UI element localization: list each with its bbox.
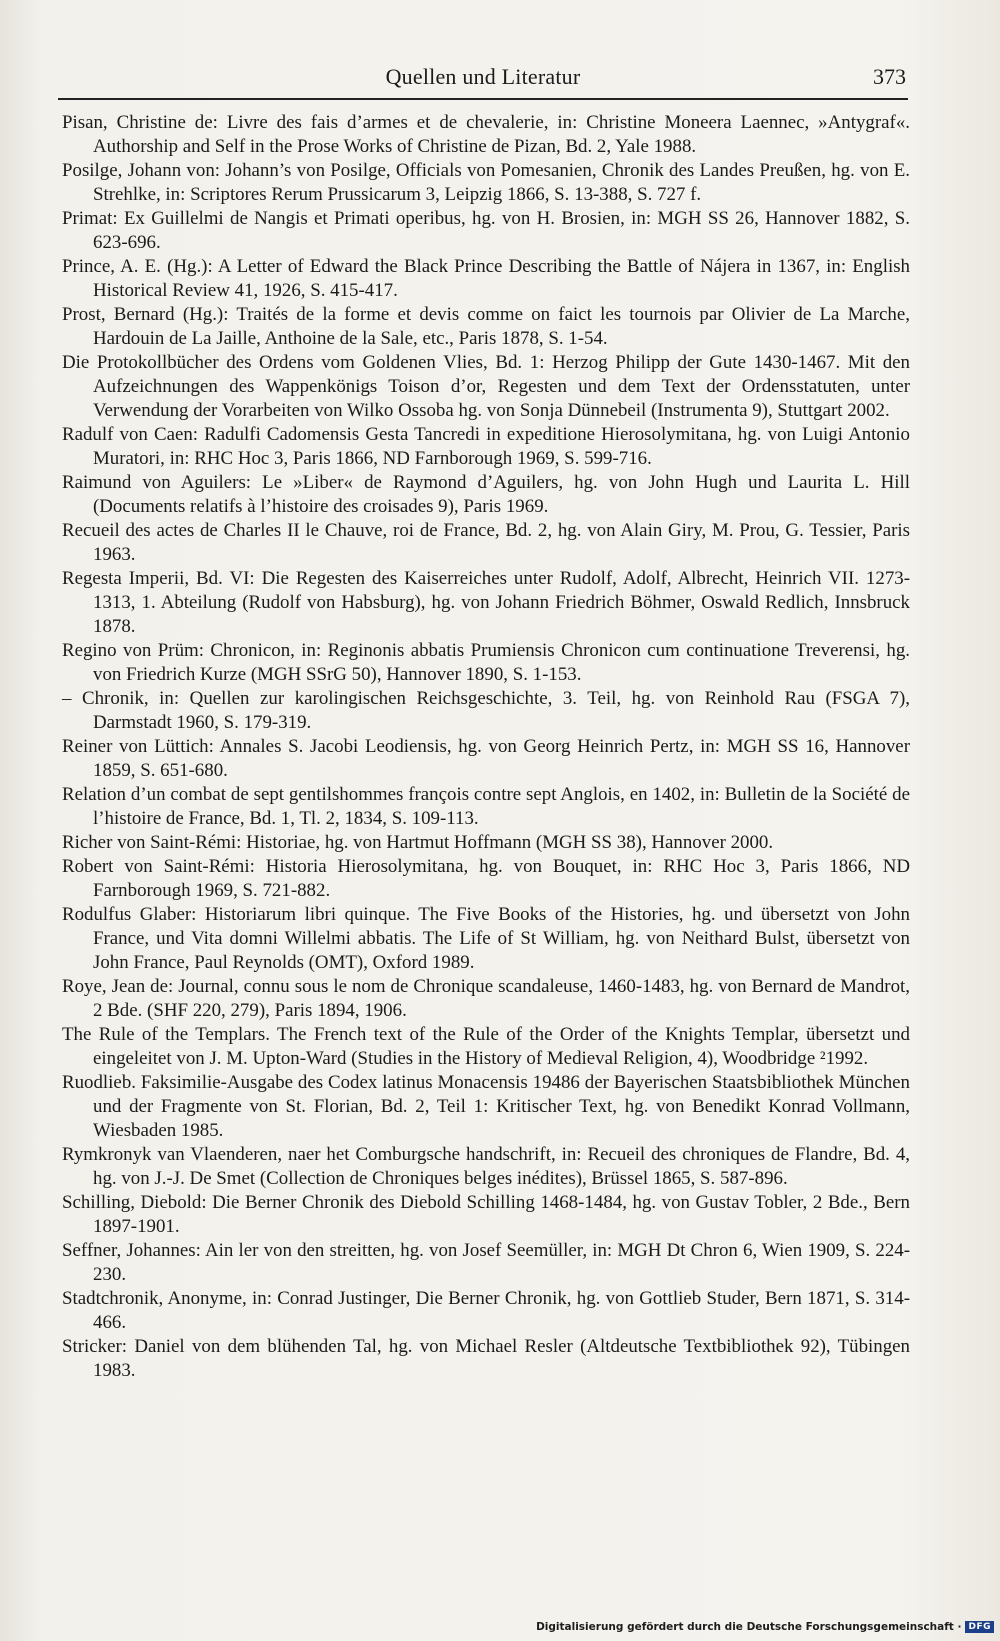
bibliography-entry: Pisan, Christine de: Livre des fais d’armes et de chevalerie, in: Christine Moneera Laennec, »Antygraf«. Authorship and Self in the Prose Works of Christine de Pizan, Bd. 2, Yale 1988. — [62, 112, 910, 157]
bibliography-entry: Regino von Prüm: Chronicon, in: Reginonis abbatis Prumiensis Chronicon cum continuatione Treverensi, hg. von Friedrich Kurze (MGH SSrG 50), Hannover 1890, S. 1-153. — [62, 640, 910, 685]
bibliography-entry: Relation d’un combat de sept gentilshommes françois contre sept Anglois, en 1402, in: Bulletin de la Société de l’histoire de France, Bd. 1, Tl. 2, 1834, S. 109-113. — [62, 784, 910, 829]
bibliography-entry: Richer von Saint-Rémi: Historiae, hg. von Hartmut Hoffmann (MGH SS 38), Hannover 2000. — [62, 832, 774, 853]
bibliography-entry: Seffner, Johannes: Ain ler von den streitten, hg. von Josef Seemüller, in: MGH Dt Chron 6, Wien 1909, S. 224-230. — [62, 1240, 910, 1285]
bibliography-entry: The Rule of the Templars. The French text of the Rule of the Order of the Knights Templar, übersetzt und eingeleitet von J. M. Upton-Ward (Studies in the History of Medieval Religion, 4), Woodbridge ²1992. — [62, 1024, 910, 1069]
bibliography-entry: Posilge, Johann von: Johann’s von Posilge, Officials von Pomesanien, Chronik des Landes Preußen, hg. von E. Strehlke, in: Scriptores Rerum Prussicarum 3, Leipzig 1866, S. 13-388, S. 727 f. — [62, 160, 910, 205]
bibliography-entry: Prost, Bernard (Hg.): Traités de la forme et devis comme on faict les tournois par Olivier de La Marche, Hardouin de La Jaille, Anthoine de la Sale, etc., Paris 1878, S. 1-54. — [62, 304, 910, 349]
bibliography-entry: Rymkronyk van Vlaenderen, naer het Comburgsche handschrift, in: Recueil des chroniques de Flandre, Bd. 4, hg. von J.-J. De Smet (Collection de Chroniques belges inédites), Brüssel 1865, S. 587-896. — [62, 1144, 910, 1189]
bibliography-entry: Prince, A. E. (Hg.): A Letter of Edward the Black Prince Describing the Battle of Nájera in 1367, in: English Historical Review 41, 1926, S. 415-417. — [62, 256, 910, 301]
bibliography-list — [62, 111, 910, 1383]
bibliography-entry: Ruodlieb. Faksimilie-Ausgabe des Codex latinus Monacensis 19486 der Bayerischen Staatsbibliothek München und der Fragmente von St. Florian, Bd. 2, Teil 1: Kritischer Text, hg. von Benedikt Konrad Vollmann, Wiesbaden 1985. — [62, 1072, 910, 1141]
digitization-footer — [536, 1621, 994, 1633]
bibliography-entry: Reiner von Lüttich: Annales S. Jacobi Leodiensis, hg. von Georg Heinrich Pertz, in: MGH SS 16, Hannover 1859, S. 651-680. — [62, 736, 910, 781]
bibliography-entry: – Chronik, in: Quellen zur karolingischen Reichsgeschichte, 3. Teil, hg. von Reinhold Rau (FSGA 7), Darmstadt 1960, S. 179-319. — [62, 688, 910, 733]
bibliography-entry: Robert von Saint-Rémi: Historia Hierosolymitana, hg. von Bouquet, in: RHC Hoc 3, Paris 1866, ND Farnborough 1969, S. 721-882. — [62, 856, 910, 901]
page-number: 373 — [873, 64, 906, 89]
bibliography-entry: Die Protokollbücher des Ordens vom Goldenen Vlies, Bd. 1: Herzog Philipp der Gute 1430-1467. Mit den Aufzeichnungen des Wappenkönigs Toison d’or, Regesten und dem Text der Ordensstatuten, unter Verwendung der Vorarbeiten von Wilko Ossoba hg. von Sonja Dünnebeil (Instrumenta 9), Stuttgart 2002. — [62, 352, 910, 421]
dfg-logo: DFG — [965, 1621, 994, 1633]
bibliography-entry: Stadtchronik, Anonyme, in: Conrad Justinger, Die Berner Chronik, hg. von Gottlieb Studer, Bern 1871, S. 314-466. — [62, 1288, 910, 1333]
bibliography-entry: Roye, Jean de: Journal, connu sous le nom de Chronique scandaleuse, 1460-1483, hg. von Bernard de Mandrot, 2 Bde. (SHF 220, 279), Paris 1894, 1906. — [62, 976, 910, 1021]
bibliography-entry: Stricker: Daniel von dem blühenden Tal, hg. von Michael Resler (Altdeutsche Textbibliothek 92), Tübingen 1983. — [62, 1336, 910, 1381]
bibliography-entry: Recueil des actes de Charles II le Chauve, roi de France, Bd. 2, hg. von Alain Giry, M. Prou, G. Tessier, Paris 1963. — [62, 520, 910, 565]
bibliography-entry: Primat: Ex Guillelmi de Nangis et Primati operibus, hg. von H. Brosien, in: MGH SS 26, Hannover 1882, S. 623-696. — [62, 208, 910, 253]
bibliography-entry: Regesta Imperii, Bd. VI: Die Regesten des Kaiserreiches unter Rudolf, Adolf, Albrecht, Heinrich VII. 1273-1313, 1. Abteilung (Rudolf von Habsburg), hg. von Johann Friedrich Böhmer, Oswald Redlich, Innsbruck 1878. — [62, 568, 910, 637]
running-title: Quellen und Literatur — [385, 64, 581, 89]
bibliography-entry: Schilling, Diebold: Die Berner Chronik des Diebold Schilling 1468-1484, hg. von Gustav Tobler, 2 Bde., Bern 1897-1901. — [62, 1192, 910, 1237]
bibliography-entry: Raimund von Aguilers: Le »Liber« de Raymond d’Aguilers, hg. von John Hugh und Laurita L. Hill (Documents relatifs à l’histoire des croisades 9), Paris 1969. — [62, 472, 910, 517]
bibliography-entry: Radulf von Caen: Radulfi Cadomensis Gesta Tancredi in expeditione Hierosolymitana, hg. von Luigi Antonio Muratori, in: RHC Hoc 3, Paris 1866, ND Farnborough 1969, S. 599-716. — [62, 424, 910, 469]
bibliography-entry: Rodulfus Glaber: Historiarum libri quinque. The Five Books of the Histories, hg. und übersetzt von John France, und Vita domni Willelmi abbatis. The Life of St William, hg. von Neithard Bulst, übersetzt von John France, Paul Reynolds (OMT), Oxford 1989. — [62, 904, 910, 973]
digitization-note: Digitalisierung gefördert durch die Deutsche Forschungsgemeinschaft · — [536, 1621, 962, 1633]
page-header — [58, 60, 908, 100]
